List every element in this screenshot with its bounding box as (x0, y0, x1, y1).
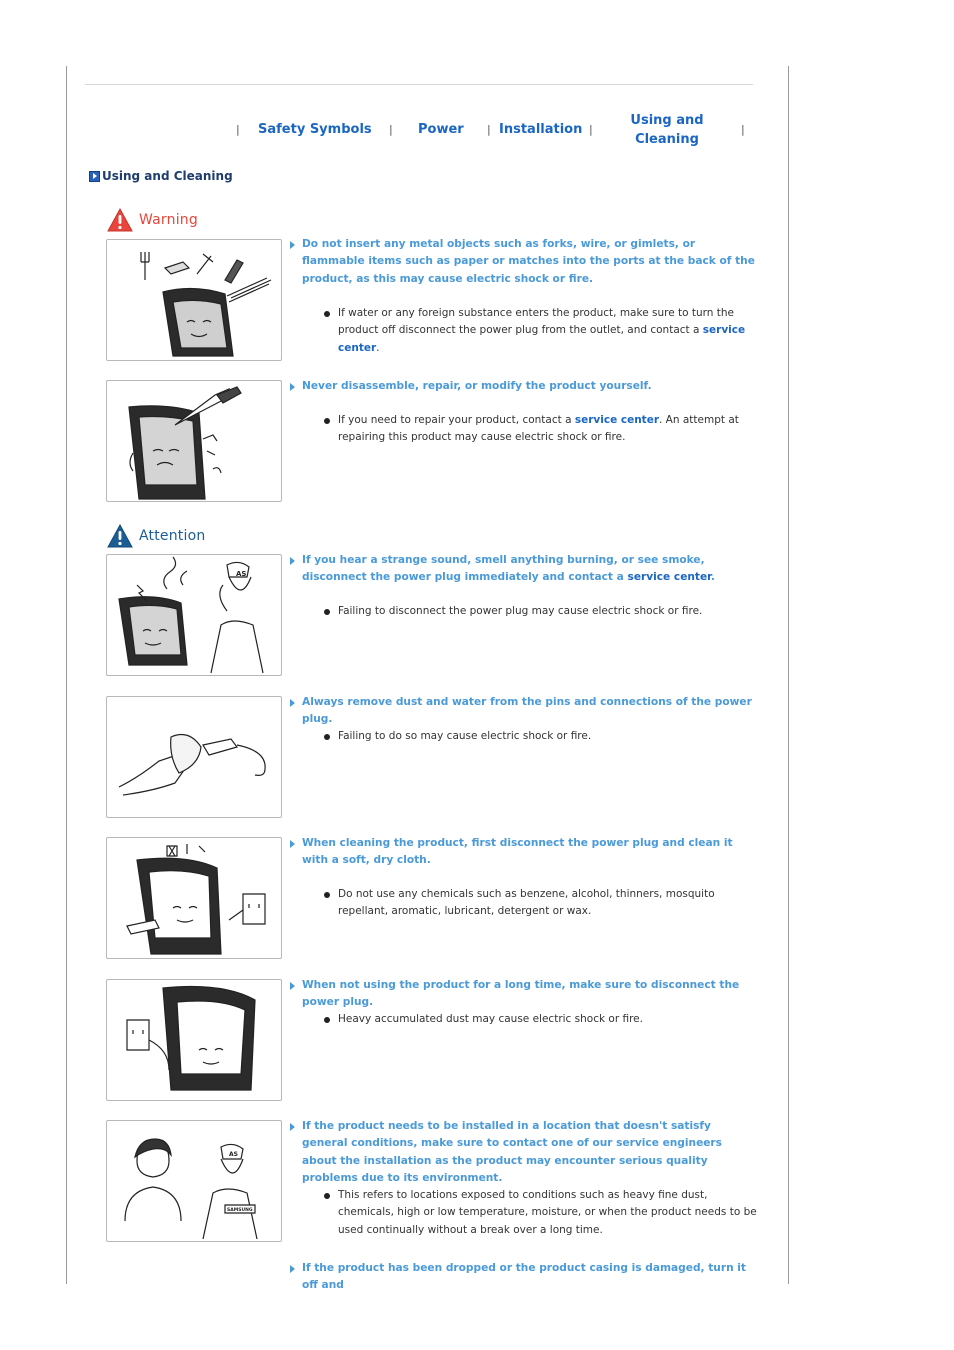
nav-installation[interactable]: Installation (499, 122, 583, 137)
arrow-right-icon (290, 383, 295, 391)
right-border (788, 66, 789, 1284)
item-5-bullet (322, 886, 760, 921)
item-3-bullet (322, 603, 760, 620)
item-5-heading (290, 835, 758, 870)
service-center-link[interactable]: service center (627, 571, 711, 584)
item-1-bullet-post: . (376, 341, 380, 354)
arrow-right-icon (290, 1265, 295, 1273)
nav-power[interactable]: Power (418, 122, 464, 137)
nav-separator: | (741, 123, 745, 136)
item-4-bullet (322, 728, 760, 745)
left-border (66, 66, 67, 1284)
item-1-bullet-pre: If water or any foreign substance enters the product, make sure to turn the product off disconnect the power plug from the outlet, and contact a (338, 307, 735, 337)
item-8-heading (290, 1260, 758, 1295)
item-6-bullet (322, 1011, 760, 1028)
arrow-box-icon (89, 171, 100, 182)
item-4-heading (290, 694, 758, 729)
illustration-disassemble (106, 380, 282, 502)
attention-label: Attention (139, 528, 206, 544)
item-8-heading-text: If the product has been dropped or the product casing is damaged, turn it off and (302, 1262, 746, 1292)
illustration-service-engineer (106, 1120, 282, 1242)
service-center-link[interactable]: service center (574, 414, 659, 426)
item-6-heading (290, 977, 758, 1012)
section-title: Using and Cleaning (102, 169, 233, 183)
illustration-clean-cloth (106, 837, 282, 959)
item-2-bullet (322, 412, 760, 447)
item-1-heading (290, 236, 758, 288)
as-cap-text: AS (236, 570, 247, 578)
arrow-right-icon (290, 1123, 295, 1131)
nav-label-line1: Using and (630, 113, 704, 128)
nav-separator: | (236, 123, 240, 136)
item-4-bullet-text: Failing to do so may cause electric shock or fire. (338, 730, 592, 742)
samsung-shirt-text: SAMSUNG (227, 1208, 253, 1213)
bullet-icon (324, 1193, 330, 1199)
nav-safety-symbols[interactable]: Safety Symbols (258, 122, 372, 137)
bullet-icon (324, 418, 330, 424)
item-7-bullet (322, 1187, 760, 1239)
illustration-wipe-plug (106, 696, 282, 818)
nav-separator: | (389, 123, 393, 136)
item-7-bullet-text: This refers to locations exposed to conditions such as heavy fine dust, chemicals, high or low temperature, moisture, or when the product needs to be used continually without a break over a long time. (338, 1189, 757, 1236)
item-5-heading-text: When cleaning the product, first disconnect the power plug and clean it with a soft, dry cloth. (302, 837, 733, 867)
arrow-right-icon (290, 982, 295, 990)
attention-icon (107, 523, 133, 549)
service-center-link[interactable]: service center (338, 324, 746, 354)
item-6-heading-text: When not using the product for a long time, make sure to disconnect the power plug. (302, 979, 740, 1009)
top-divider (85, 84, 753, 85)
illustration-metal-objects (106, 239, 282, 361)
item-2-heading (290, 378, 758, 395)
item-2-bullet-pre: If you need to repair your product, contact a (338, 414, 575, 426)
item-3-heading-pre: If you hear a strange sound, smell anything burning, or see smoke, disconnect the power plug immediately and contact a (302, 554, 705, 584)
bullet-icon (324, 734, 330, 740)
item-1-heading-text: Do not insert any metal objects such as forks, wire, or gimlets, or flammable items such as paper or matches into the ports at the back of the product, as this may cause electric shock or fire. (302, 238, 755, 285)
arrow-right-icon (290, 699, 295, 707)
item-5-bullet-text: Do not use any chemicals such as benzene, alcohol, thinners, mosquito repellant, aromatic, lubricant, detergent or wax. (338, 888, 715, 918)
item-4-heading-text: Always remove dust and water from the pins and connections of the power plug. (302, 696, 752, 726)
bullet-icon (324, 892, 330, 898)
arrow-right-icon (290, 557, 295, 565)
item-3-heading (290, 552, 758, 587)
item-3-bullet-text: Failing to disconnect the power plug may cause electric shock or fire. (338, 605, 703, 617)
bullet-icon (324, 1017, 330, 1023)
as-cap-text: AS (229, 1151, 238, 1158)
illustration-unplug (106, 979, 282, 1101)
bullet-icon (324, 311, 330, 317)
arrow-right-icon (290, 241, 295, 249)
item-1-bullet (322, 305, 760, 357)
nav-separator: | (487, 123, 491, 136)
nav-using-and-cleaning[interactable] (624, 111, 710, 149)
warning-icon (107, 207, 133, 233)
bullet-icon (324, 609, 330, 615)
warning-badge (107, 207, 198, 233)
arrow-right-icon (290, 840, 295, 848)
item-3-heading-post: . (710, 571, 715, 584)
item-7-heading (290, 1118, 758, 1187)
item-6-bullet-text: Heavy accumulated dust may cause electric shock or fire. (338, 1013, 643, 1025)
warning-label: Warning (139, 212, 198, 228)
item-7-heading-text: If the product needs to be installed in a location that doesn't satisfy general conditions, make sure to contact one of our service engineers about the installation as the product may encounter serious quality problems due to its environment. (302, 1120, 722, 1184)
section-heading (89, 169, 233, 183)
attention-badge (107, 523, 205, 549)
nav-separator: | (589, 123, 593, 136)
illustration-smoke (106, 554, 282, 676)
nav-label-line2: Cleaning (635, 132, 699, 147)
item-2-heading-text: Never disassemble, repair, or modify the product yourself. (302, 380, 652, 392)
item-2-bullet-post: . An attempt at repairing this product may cause electric shock or fire. (338, 414, 739, 444)
